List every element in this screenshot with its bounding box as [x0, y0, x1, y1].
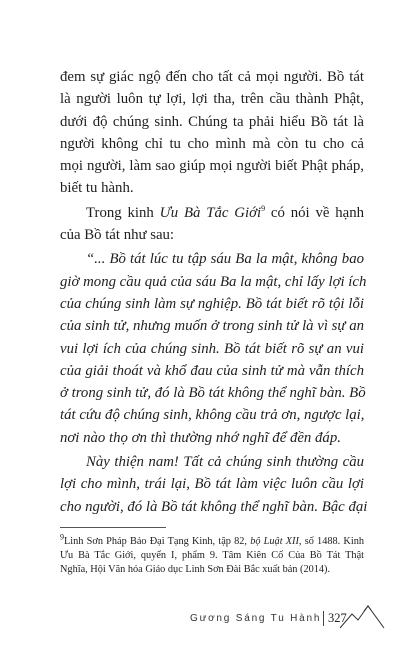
- text-line: tát cứu độ chúng sinh, không cầu trả ơn, ngược lại,: [60, 407, 365, 424]
- book-title: Gương Sáng Tu Hành: [190, 613, 322, 624]
- text-line: đem sự giác ngộ đến cho tất cả mọi người. Bồ tát: [60, 69, 364, 85]
- text-line: lợi cho mình, trái lại, Bồ tát làm việc luôn cầu lợi: [60, 476, 364, 493]
- text-line: ở trong sinh tử, đó là Bồ tát không thể nghĩ bàn. Bồ: [60, 385, 366, 402]
- sutra-title: Ưu Bà Tắc Giới: [159, 204, 262, 221]
- text-span: , số 1488. Kinh: [298, 536, 365, 547]
- text-line: vui lợi ích của chúng sinh. Bồ tát biết rõ sự an vui: [60, 340, 364, 357]
- text-line: của giải thoát và khổ đau của sinh tử mà vẫn thích: [60, 362, 364, 379]
- text-line: biết tu hành.: [60, 180, 134, 197]
- text-span: Linh Sơn Pháp Bảo Đại Tạng Kinh, tập 82,: [64, 536, 251, 547]
- text-line: Này thiện nam! Tất cả chúng sinh thường cầu: [86, 454, 364, 471]
- text-line: người không chỉ tu cho mình mà còn tu cho cả: [60, 135, 364, 152]
- footnote-line: Ưu Bà Tắc Giới, quyển I, phẩm 9. Tâm Kiên Cố Của Bồ Tát Thật: [60, 550, 364, 562]
- footnote-line: Nghĩa, Hội Văn hóa Giáo dục Linh Sơn Đài Bắc xuất bản (2014).: [60, 564, 331, 576]
- text-span: bộ Luật XII: [250, 536, 299, 547]
- text-line: của Bồ tát như sau:: [60, 227, 175, 244]
- text-span: Trong kinh: [86, 204, 160, 221]
- quote-paragraph-1: [60, 248, 367, 449]
- footer-divider: [323, 611, 324, 626]
- footnote-line: [60, 532, 365, 549]
- paragraph-1: [60, 66, 364, 200]
- footnote-number: 9: [60, 532, 64, 542]
- footnote: [60, 532, 365, 578]
- footnote-ref: 9: [261, 203, 266, 213]
- paragraph-2: [60, 202, 364, 247]
- text-line: của chúng sinh làm sự nghiệp. Bồ tát biết rõ tội lỗi: [60, 295, 364, 312]
- text-line: cho người, đó là Bồ tát không thể nghĩ bàn. Bậc đại: [60, 498, 368, 515]
- text-line: “... Bồ tát lúc tu tập sáu Ba la mật, không bao: [86, 251, 364, 268]
- text-span: có nói về hạnh: [265, 204, 365, 221]
- footnote-divider: [60, 527, 166, 528]
- text-line: nơi nào thọ ơn thì thường nhớ nghĩ để đền đáp.: [60, 429, 341, 446]
- text-line: mọi người, làm sao giúp mọi người biết Phật pháp,: [60, 158, 364, 175]
- mountain-icon: [338, 598, 386, 638]
- text-line: giờ mong cầu quả của sáu Ba la mật, chỉ lấy lợi ích: [60, 273, 367, 290]
- text-line: là người luôn tự lợi, lợi tha, trên cầu thành Phật,: [60, 91, 364, 108]
- text-line: dưới độ chúng sinh. Chúng ta phải hiểu Bồ tát là: [60, 113, 364, 130]
- quote-paragraph-2: [60, 451, 368, 518]
- main-text: [60, 66, 368, 518]
- text-line: [60, 202, 364, 224]
- page-number: 327: [328, 611, 347, 625]
- text-line: của sinh tử, nhưng muốn ở trong sinh tử là vì sự an: [60, 318, 364, 335]
